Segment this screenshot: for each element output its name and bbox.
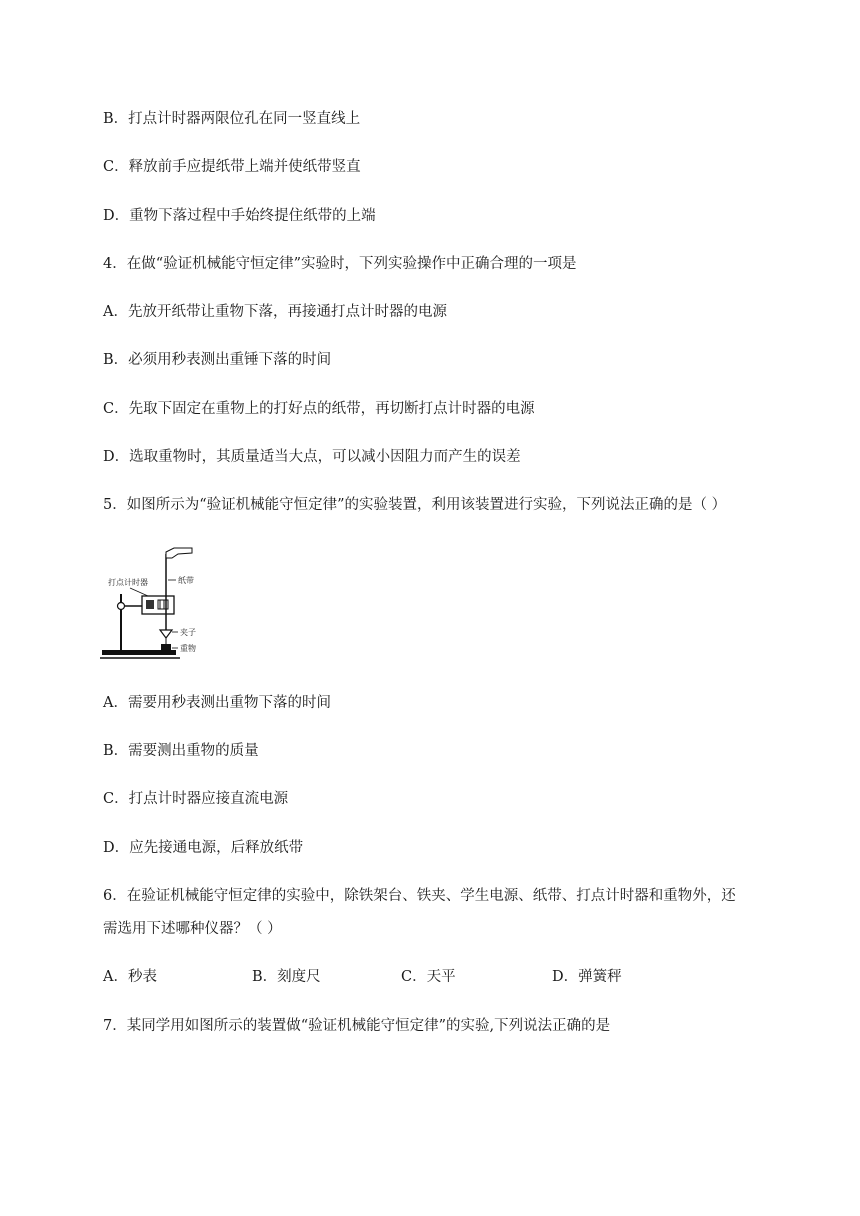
q6-option-d: D．弹簧秤	[552, 969, 622, 985]
q6-stem-line1: 6．在验证机械能守恒定律的实验中，除铁架台、铁夹、学生电源、纸带、打点计时器和重物外，还	[103, 888, 736, 904]
hand-icon	[166, 548, 192, 558]
weight-label: 重物	[180, 644, 196, 653]
q6-stem-line2: 需选用下述哪种仪器？（ ）	[103, 921, 282, 937]
q5-option-a: A．需要用秒表测出重物下落的时间	[103, 695, 331, 711]
q5-stem: 5．如图所示为“验证机械能守恒定律”的实验装置，利用该装置进行实验，下列说法正确的是（ ）	[103, 497, 727, 513]
q4-option-a: A．先放开纸带让重物下落，再接通打点计时器的电源	[103, 304, 447, 320]
q3-option-d: D．重物下落过程中手始终提住纸带的上端	[103, 208, 376, 224]
q5-option-b: B．需要测出重物的质量	[103, 743, 259, 759]
weight-block	[161, 644, 171, 654]
clip-shape	[160, 630, 172, 638]
q4-option-d: D．选取重物时，其质量适当大点，可以减小因阻力而产生的误差	[103, 449, 521, 465]
q7-stem: 7．某同学用如图所示的装置做“验证机械能守恒定律”的实验,下列说法正确的是	[103, 1018, 611, 1034]
q4-stem: 4．在做“验证机械能守恒定律”实验时，下列实验操作中正确合理的一项是	[103, 256, 577, 272]
q5-option-c: C．打点计时器应接直流电源	[103, 791, 289, 807]
q4-option-b: B．必须用秒表测出重锤下落的时间	[103, 352, 332, 368]
q6-option-a: A．秒表	[103, 969, 157, 985]
clip-label: 夹子	[180, 628, 196, 637]
timer-label: 打点计时器	[108, 578, 148, 587]
q4-option-c: C．先取下固定在重物上的打好点的纸带，再切断打点计时器的电源	[103, 401, 535, 417]
q3-option-c: C．释放前手应提纸带上端并使纸带竖直	[103, 159, 361, 175]
q5-option-d: D．应先接通电源，后释放纸带	[103, 840, 304, 856]
apparatus-figure	[100, 544, 230, 662]
apparatus-diagram	[100, 544, 230, 662]
q6-option-c: C．天平	[401, 969, 456, 985]
q6-option-b: B．刻度尺	[252, 969, 321, 985]
tape-label: 纸带	[178, 576, 194, 585]
q6-options	[103, 967, 763, 987]
q3-option-b: B．打点计时器两限位孔在同一竖直线上	[103, 111, 361, 127]
